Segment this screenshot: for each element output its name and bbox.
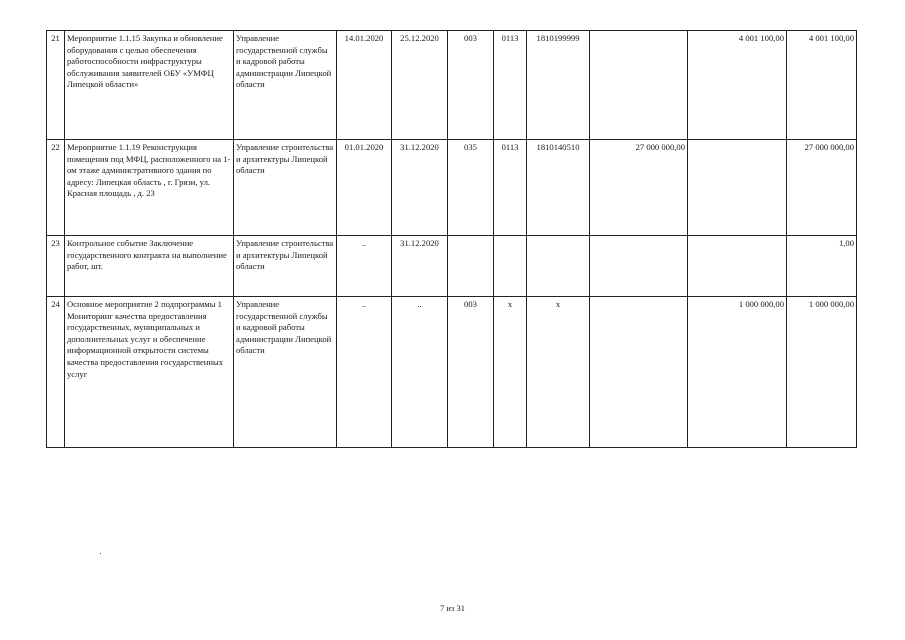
code-section: 0113: [494, 31, 527, 140]
end-date: 31.12.2020: [392, 140, 448, 236]
code-section: х: [494, 297, 527, 448]
event-name: Основное мероприятие 2 подпрограммы 1 Мониторинг качества предоставления государственных, муниципальных и дополнительных услуг и обеспечение информационной открытости системы качества предоставления государственных услуг: [65, 297, 234, 448]
code-target: х: [527, 297, 590, 448]
code-grbs: [448, 236, 494, 297]
table-row: [47, 140, 857, 236]
code-target: 1810199999: [527, 31, 590, 140]
event-name: Мероприятие 1.1.19 Реконструкция помещения под МФЦ, расположенного на 1-ом этаже административного здания по адресу: Липецкая область , г. Грязи, ул. Красная площадь , д. 23: [65, 140, 234, 236]
start-date: ..: [337, 236, 392, 297]
table-row: [47, 297, 857, 448]
table-row: [47, 31, 857, 140]
code-section: [494, 236, 527, 297]
event-name: Мероприятие 1.1.15 Закупка и обновление оборудования с целью обеспечения работоспособности инфраструктуры обслуживания заявителей ОБУ «УМФЦ Липецкой области»: [65, 31, 234, 140]
end-date: ..: [392, 297, 448, 448]
event-name: Контрольное событие Заключение государственного контракта на выполнение работ, шт.: [65, 236, 234, 297]
amount-col10: 1 000 000,00: [688, 297, 787, 448]
amount-col9: 27 000 000,00: [590, 140, 688, 236]
start-date: 14.01.2020: [337, 31, 392, 140]
code-grbs: 003: [448, 297, 494, 448]
start-date: ..: [337, 297, 392, 448]
code-grbs: 003: [448, 31, 494, 140]
amount-col9: [590, 236, 688, 297]
end-date: 31.12.2020: [392, 236, 448, 297]
row-number: 21: [47, 31, 65, 140]
executor: Управление государственной службы и кадровой работы администрации Липецкой области: [234, 297, 337, 448]
amount-col9: [590, 31, 688, 140]
executor: Управление государственной службы и кадровой работы администрации Липецкой области: [234, 31, 337, 140]
code-target: 1810140510: [527, 140, 590, 236]
amount-col10: 4 001 100,00: [688, 31, 787, 140]
end-date: 25.12.2020: [392, 31, 448, 140]
code-section: 0113: [494, 140, 527, 236]
amount-total: 1 000 000,00: [787, 297, 857, 448]
executor: Управление строительства и архитектуры Липецкой области: [234, 140, 337, 236]
amount-total: 27 000 000,00: [787, 140, 857, 236]
amount-col10: [688, 236, 787, 297]
amount-col9: [590, 297, 688, 448]
budget-table: [46, 30, 857, 448]
table-row: [47, 236, 857, 297]
amount-total: 1,00: [787, 236, 857, 297]
start-date: 01.01.2020: [337, 140, 392, 236]
row-number: 24: [47, 297, 65, 448]
code-target: [527, 236, 590, 297]
amount-col10: [688, 140, 787, 236]
page-number: 7 из 31: [440, 603, 465, 613]
executor: Управление строительства и архитектуры Липецкой области: [234, 236, 337, 297]
code-grbs: 035: [448, 140, 494, 236]
amount-total: 4 001 100,00: [787, 31, 857, 140]
row-number: 22: [47, 140, 65, 236]
scan-speck: [100, 553, 101, 554]
row-number: 23: [47, 236, 65, 297]
